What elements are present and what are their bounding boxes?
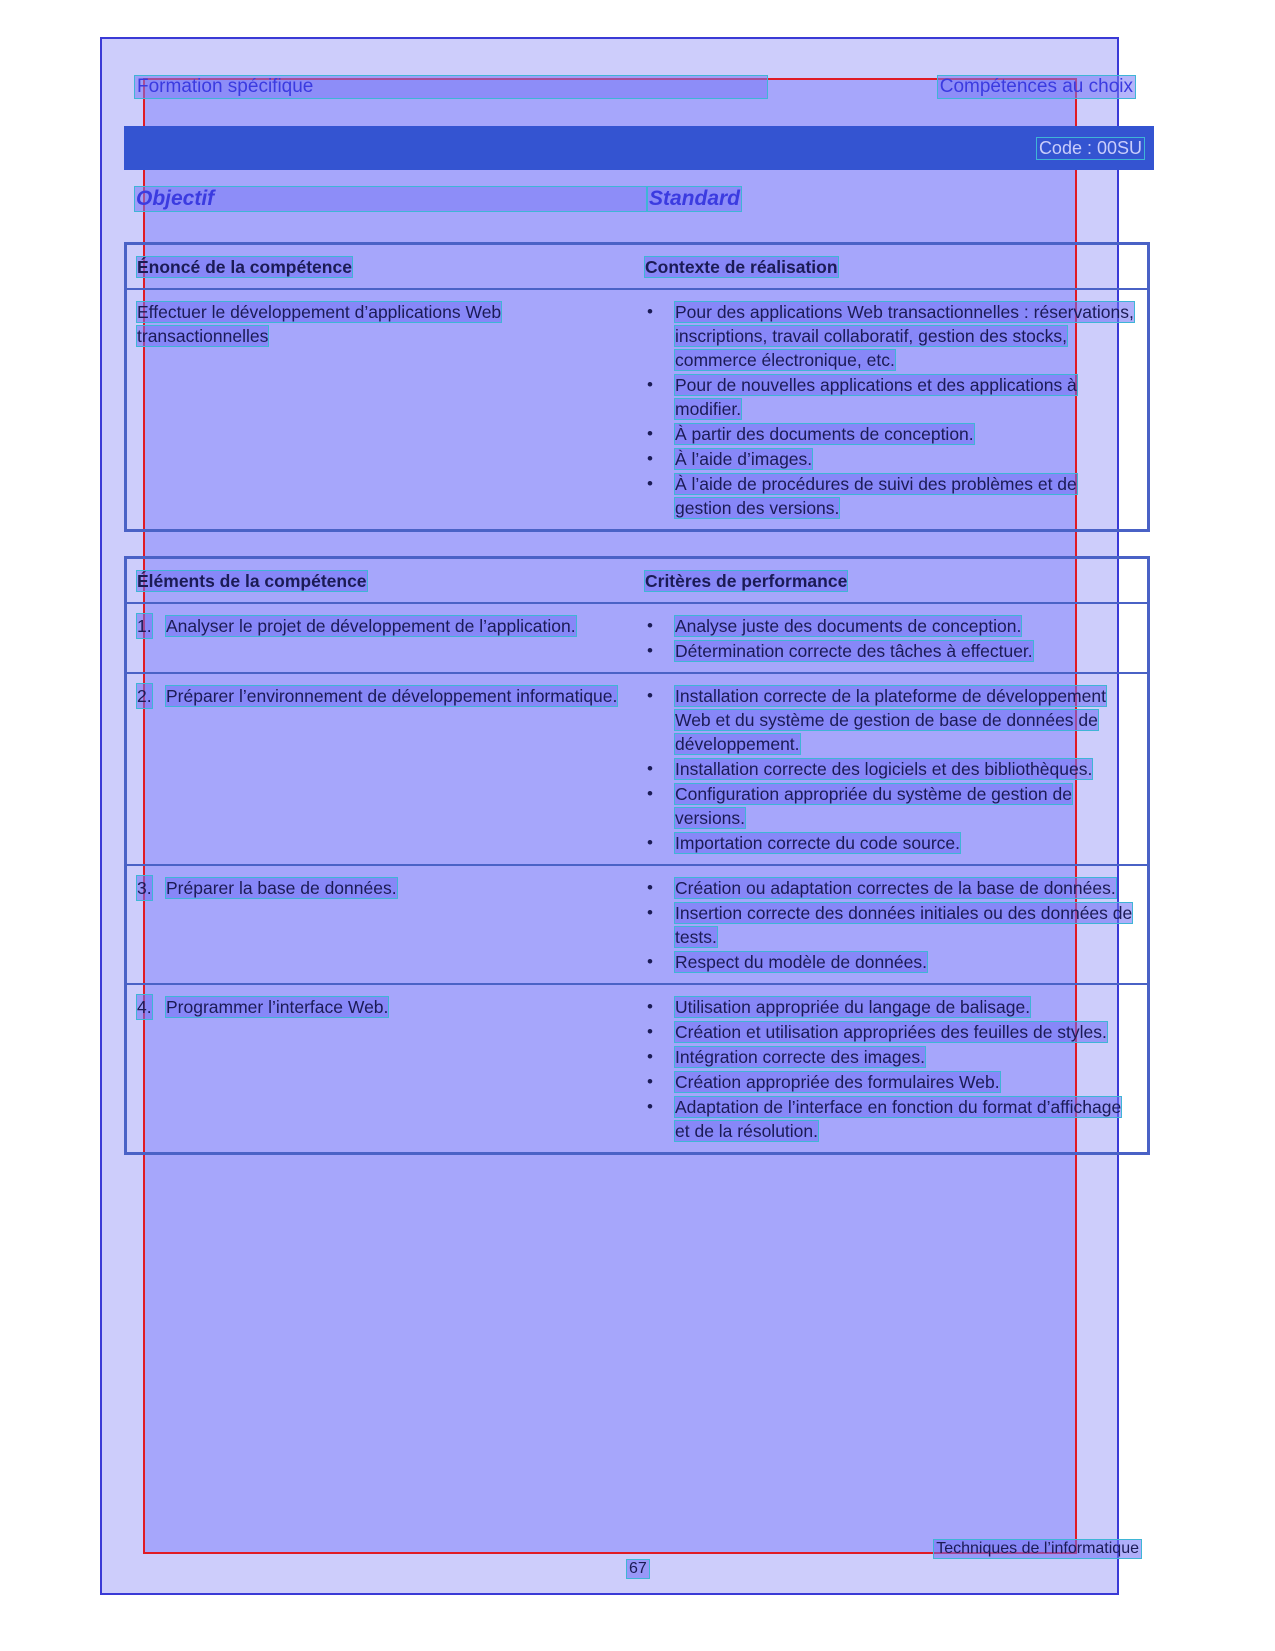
elements-header: Éléments de la compétence [126, 558, 636, 604]
table-row [126, 865, 1149, 984]
running-header [135, 76, 1135, 100]
competency-statement-table [124, 242, 1150, 532]
table-row [126, 603, 1149, 673]
element-1: 1. Analyser le projet de développement de l’application. [137, 616, 576, 636]
table-row [126, 673, 1149, 865]
list-item: • Installation correcte de la plateforme de développement Web et du système de gestion de base de données de développement. [645, 684, 1137, 756]
list-item: • À l’aide de procédures de suivi des problèmes et de gestion des versions. [645, 472, 1137, 520]
competency-elements-table [124, 556, 1150, 1155]
header-category: Compétences au choix [939, 76, 1133, 97]
list-item: • Importation correcte du code source. [645, 831, 1137, 855]
list-item: • Adaptation de l’interface en fonction du format d’affichage et de la résolution. [645, 1095, 1137, 1143]
list-item: • Installation correcte des logiciels et des bibliothèques. [645, 757, 1137, 781]
list-item: • Création ou adaptation correctes de la base de données. [645, 876, 1137, 900]
element-2: 2. Préparer l’environnement de développement informatique. [137, 686, 618, 706]
page-number: 67 [629, 1560, 647, 1577]
list-item: • À partir des documents de conception. [645, 422, 1137, 446]
element-3: 3. Préparer la base de données. [137, 878, 397, 898]
criteres-list [645, 684, 1137, 855]
objectif-heading: Objectif [135, 187, 646, 211]
criteres-list [645, 995, 1137, 1143]
table-row [126, 984, 1149, 1154]
standard-heading: Standard [649, 187, 741, 210]
enonce-cell [126, 289, 636, 531]
list-item: • Création appropriée des formulaires Web. [645, 1070, 1137, 1094]
contexte-header: Contexte de réalisation [635, 244, 1149, 290]
enonce-header: Énoncé de la compétence [126, 244, 636, 290]
code-banner [124, 126, 1154, 170]
list-item: • Respect du modèle de données. [645, 950, 1137, 974]
criteres-header: Critères de performance [635, 558, 1149, 604]
list-item: • Pour de nouvelles applications et des applications à modifier. [645, 373, 1137, 421]
list-item: • À l’aide d’images. [645, 447, 1137, 471]
list-item: • Utilisation appropriée du langage de balisage. [645, 995, 1137, 1019]
footer-program-name: Techniques de l’informatique [936, 1540, 1139, 1557]
list-item: • Insertion correcte des données initiales ou des données de tests. [645, 901, 1137, 949]
list-item: • Analyse juste des documents de conception. [645, 614, 1137, 638]
list-item: • Détermination correcte des tâches à effectuer. [645, 639, 1137, 663]
competency-code: Code : 00SU [1038, 138, 1142, 158]
criteres-list [645, 876, 1137, 974]
criteres-list [645, 614, 1137, 663]
list-item: • Configuration appropriée du système de gestion de versions. [645, 782, 1137, 830]
contexte-cell [635, 289, 1149, 531]
enonce-text: Effectuer le développement d’applications Web transactionnelles [137, 302, 502, 346]
list-item: • Pour des applications Web transactionnelles : réservations, inscriptions, travail collaboratif, gestion des stocks, commerce électronique, etc. [645, 300, 1137, 372]
contexte-list [645, 300, 1137, 520]
element-4: 4. Programmer l’interface Web. [137, 997, 389, 1017]
list-item: • Intégration correcte des images. [645, 1045, 1137, 1069]
header-section-title: Formation spécifique [135, 76, 767, 98]
list-item: • Création et utilisation appropriées des feuilles de styles. [645, 1020, 1137, 1044]
objectif-standard-row [135, 187, 1135, 213]
